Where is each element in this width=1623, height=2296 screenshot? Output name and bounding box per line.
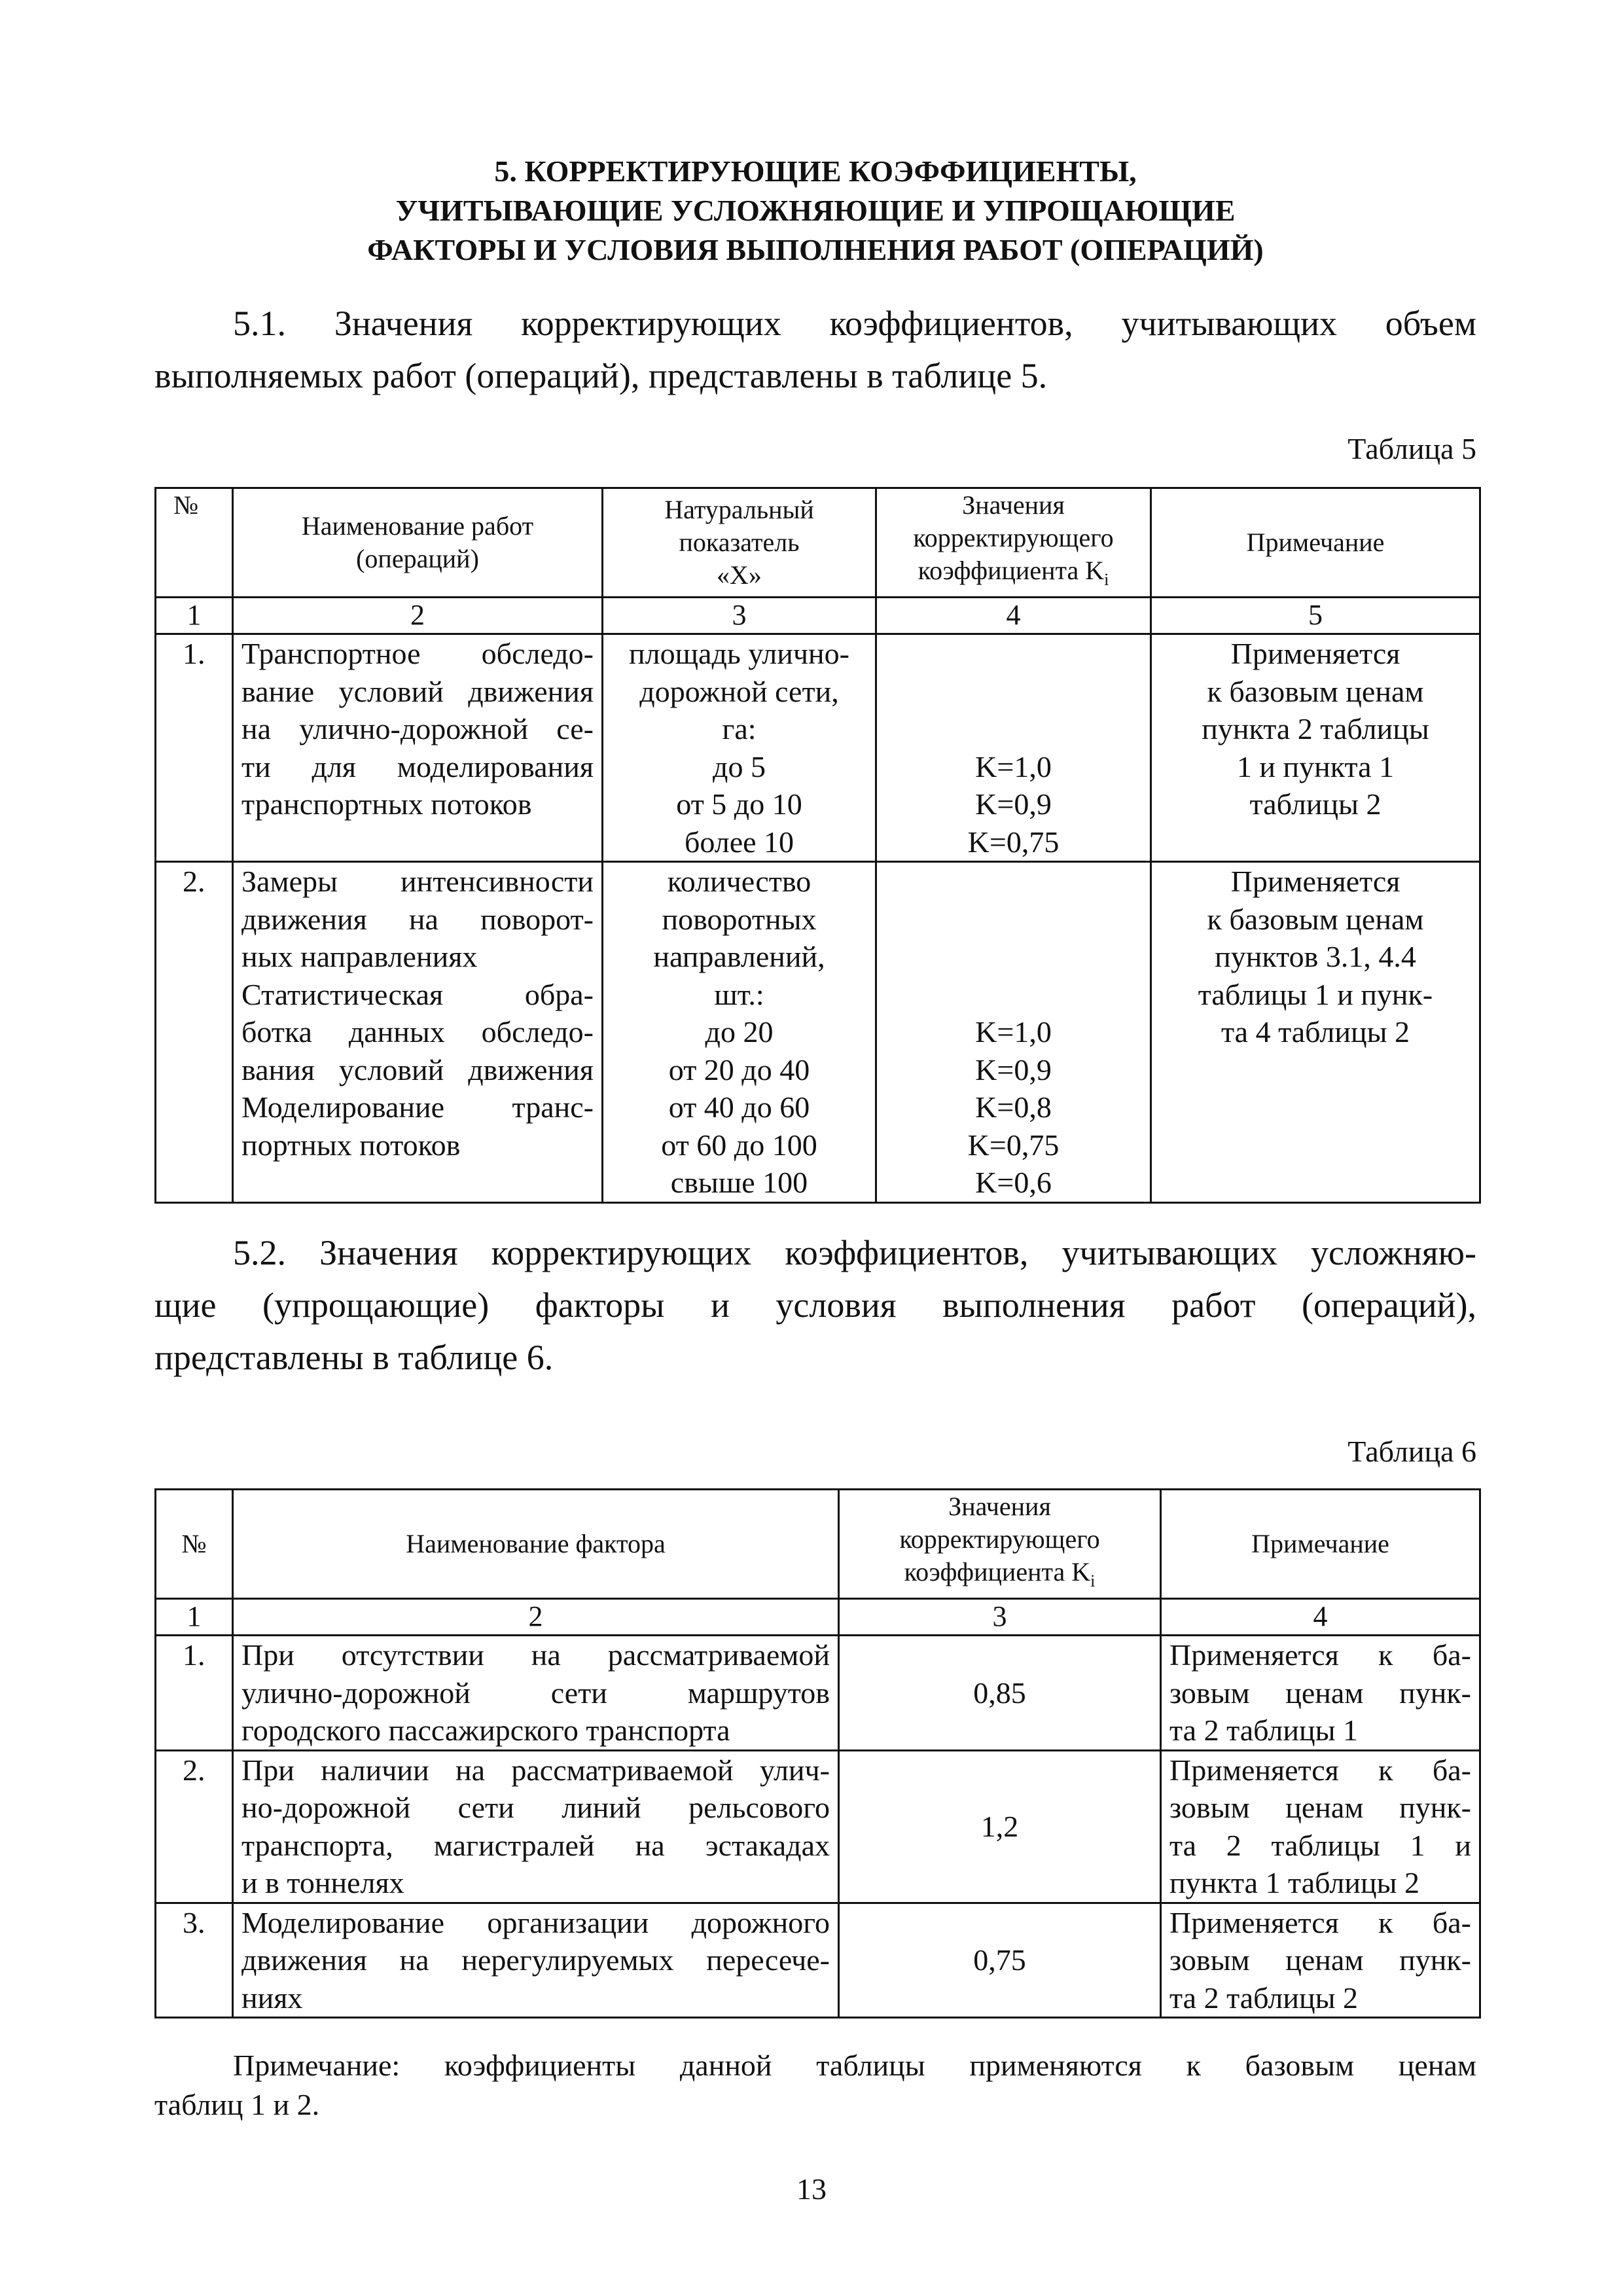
col-number: 2 (233, 598, 603, 634)
table-6-caption: Таблица 6 (1347, 1435, 1476, 1468)
header-num: № (156, 1490, 233, 1599)
table-6 (154, 1488, 1481, 2018)
page-number: 13 (796, 2172, 827, 2206)
note-line: таблиц 1 и 2. (154, 2088, 320, 2121)
row-number: 3. (156, 1903, 233, 2018)
row-note: Применяется к базовым ценам пунктов 3.1, 4.4 таблицы 1 и пунк- та 4 таблицы 2 (1151, 862, 1480, 1203)
heading-line: 5. КОРРЕКТИРУЮЩИЕ КОЭФФИЦИЕНТЫ, (494, 154, 1137, 188)
row-number: 2. (156, 1750, 233, 1903)
note-line: Примечание: коэффициенты данной таблицы применяются к базовым ценам (233, 2049, 1476, 2082)
table-row (156, 862, 1480, 1203)
col-number: 4 (1161, 1599, 1480, 1636)
header-indicator: Натуральный показатель «Х» (603, 488, 876, 598)
row-number: 1. (156, 1636, 233, 1751)
table-note (154, 2046, 1476, 2125)
table-row (156, 1903, 1480, 2018)
table-row (156, 634, 1480, 862)
header-num: № (156, 488, 233, 598)
row-number: 2. (156, 862, 233, 1203)
col-number: 2 (233, 1599, 839, 1636)
paragraph-5-2 (154, 1227, 1476, 1384)
row-indicator: площадь улично- дорожной сети, га: до 5 от 5 до 10 более 10 (603, 634, 876, 862)
row-coef: 0,75 (839, 1903, 1161, 2018)
heading-line: ФАКТОРЫ И УСЛОВИЯ ВЫПОЛНЕНИЯ РАБОТ (ОПЕРАЦИЙ) (367, 233, 1264, 266)
table-header-row (156, 488, 1480, 598)
header-coef: Значения корректирующего коэффициента $K_i$ (876, 488, 1151, 598)
header-coef: Значения корректирующего коэффициента $K_i$ (839, 1490, 1161, 1599)
table-5 (154, 487, 1481, 1204)
table-5-caption: Таблица 5 (1347, 432, 1476, 465)
row-note: Применяется к ба- зовым ценам пунк- та 2 таблицы 1 (1161, 1636, 1480, 1751)
header-note: Примечание (1151, 488, 1480, 598)
header-note: Примечание (1161, 1490, 1480, 1599)
row-note: Применяется к ба- зовым ценам пунк- та 2 таблицы 2 (1161, 1903, 1480, 2018)
col-number: 3 (603, 598, 876, 634)
column-number-row (156, 598, 1480, 634)
row-coef: 1,2 (839, 1750, 1161, 1903)
row-note: Применяется к базовым ценам пункта 2 таблицы 1 и пункта 1 таблицы 2 (1151, 634, 1480, 862)
column-number-row (156, 1599, 1480, 1636)
col-number: 3 (839, 1599, 1161, 1636)
paragraph-line: выполняемых работ (операций), представлены в таблице 5. (154, 356, 1048, 395)
header-name: Наименование фактора (233, 1490, 839, 1599)
row-name: Моделирование организации дорожного движения на нерегулируемых пересече- ниях (233, 1903, 839, 2018)
col-number: 1 (156, 598, 233, 634)
heading-line: УЧИТЫВАЮЩИЕ УСЛОЖНЯЮЩИЕ И УПРОЩАЮЩИЕ (395, 194, 1236, 227)
row-name: Транспортное обследо- вание условий движения на улично-дорожной се- ти для моделирования транспортных потоков (233, 634, 603, 862)
row-note: Применяется к ба- зовым ценам пунк- та 2 таблицы 1 и пункта 1 таблицы 2 (1161, 1750, 1480, 1903)
col-number: 4 (876, 598, 1151, 634)
row-coef: 0,85 (839, 1636, 1161, 1751)
table-row (156, 1750, 1480, 1903)
row-name: При наличии на рассматриваемой улич- но-дорожной сети линий рельсового транспорта, магистралей на эстакадах и в тоннелях (233, 1750, 839, 1903)
paragraph-5-1 (154, 297, 1476, 402)
row-number: 1. (156, 634, 233, 862)
header-name: Наименование работ (операций) (233, 488, 603, 598)
table-header-row (156, 1490, 1480, 1599)
col-number: 5 (1151, 598, 1480, 634)
paragraph-line: 5.1. Значения корректирующих коэффициентов, учитывающих объем (233, 304, 1476, 343)
row-coef: K=1,0 K=0,9 K=0,75 (876, 634, 1151, 862)
row-coef: K=1,0 K=0,9 K=0,8 K=0,75 K=0,6 (876, 862, 1151, 1203)
table-row (156, 1636, 1480, 1751)
row-indicator: количество поворотных направлений, шт.: до 20 от 20 до 40 от 40 до 60 от 60 до 100 свыше 100 (603, 862, 876, 1203)
paragraph-line: 5.2. Значения корректирующих коэффициентов, учитывающих усложняю- (233, 1233, 1476, 1272)
paragraph-line: представлены в таблице 6. (154, 1338, 554, 1377)
row-name: При отсутствии на рассматриваемой улично-дорожной сети маршрутов городского пассажирского транспорта (233, 1636, 839, 1751)
section-heading (154, 152, 1476, 270)
col-number: 1 (156, 1599, 233, 1636)
paragraph-line: щие (упрощающие) факторы и условия выполнения работ (операций), (154, 1285, 1476, 1325)
row-name: Замеры интенсивности движения на поворот- ных направлениях Статистическая обра- ботка данных обследо- вания условий движения Моделирование транс- портных потоков (233, 862, 603, 1203)
